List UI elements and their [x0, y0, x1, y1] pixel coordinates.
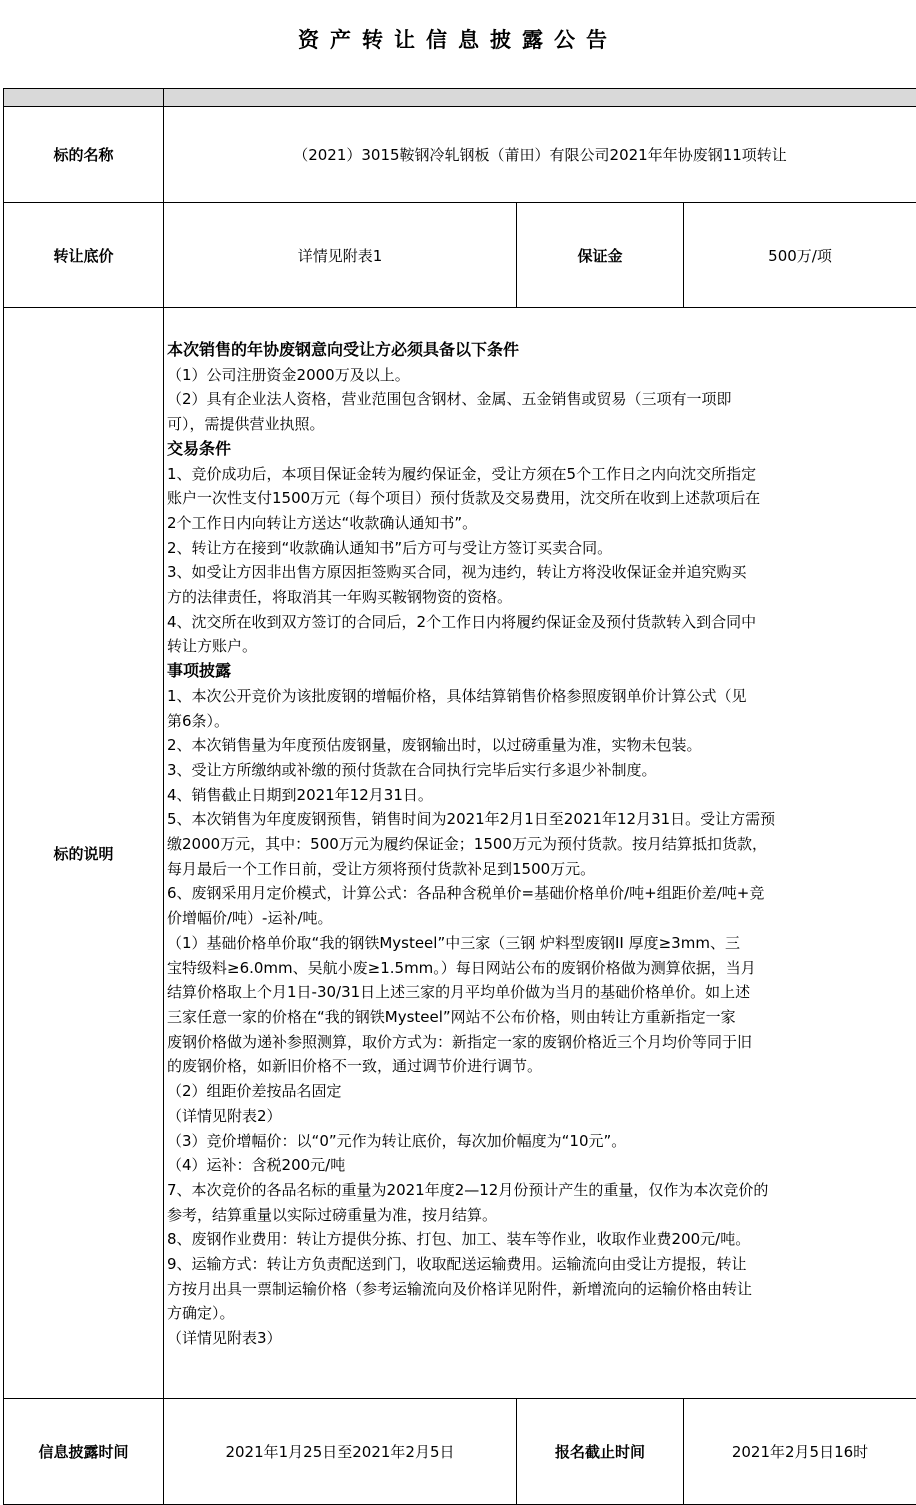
desc-label: 标的说明 — [4, 308, 164, 1399]
desc-line: 三家任意一家的价格在“我的钢铁Mysteel”网站不公布价格，则由转让方重新指定一家 — [167, 1007, 736, 1026]
desc-line: 每月最后一个工作日前，受让方须将预付货款补足到1500万元。 — [167, 859, 596, 878]
desc-line: （3）竞价增幅价：以“0”元作为转让底价，每次加价幅度为“10元”。 — [167, 1131, 627, 1150]
desc-line: 4、销售截止日期到2021年12月31日。 — [167, 785, 433, 804]
desc-heading: 交易条件 — [167, 438, 232, 458]
disclosure-table — [3, 88, 916, 1505]
desc-line: （4）运补：含税200元/吨 — [167, 1156, 346, 1175]
desc-line: 参考，结算重量以实际过磅重量为准，按月结算。 — [167, 1205, 498, 1224]
desc-line: （详情见附表2） — [167, 1106, 282, 1125]
desc-line: 9、运输方式：转让方负责配送到门，收取配送运输费用。运输流向由受让方提报，转让 — [167, 1255, 747, 1274]
desc-line: 2个工作日内向转让方送达“收款确认通知书”。 — [167, 513, 478, 532]
deadline-value: 2021年2月5日16时 — [684, 1399, 916, 1505]
row-name — [4, 107, 916, 203]
row-time — [4, 1399, 916, 1505]
row-price — [4, 203, 916, 308]
time-value: 2021年1月25日至2021年2月5日 — [164, 1399, 517, 1505]
desc-line: 3、受让方所缴纳或补缴的预付货款在合同执行完毕后实行多退少补制度。 — [167, 760, 657, 779]
desc-line: 4、沈交所在收到双方签订的合同后，2个工作日内将履约保证金及预付货款转入到合同中 — [167, 612, 757, 631]
price-label: 转让底价 — [4, 203, 164, 308]
desc-line: 账户一次性支付1500万元（每个项目）预付货款及交易费用，沈交所在收到上述款项后在 — [167, 489, 761, 508]
desc-line: 5、本次销售为年度废钢预售，销售时间为2021年2月1日至2021年12月31日。受让方需预 — [167, 810, 776, 829]
desc-heading: 本次销售的年协废钢意向受让方必须具备以下条件 — [167, 340, 520, 359]
desc-line: 废钢价格做为递补参照测算，取价方式为：新指定一家的废钢价格近三个月均价等同于旧 — [167, 1032, 753, 1051]
name-value: （2021）3015鞍钢冷轧钢板（莆田）有限公司2021年年协废钢11项转让 — [164, 107, 916, 203]
header-cell-right — [164, 89, 916, 107]
desc-line: （1）基础价格单价取“我的钢铁Mysteel”中三家（三钢 炉料型废钢II 厚度≥3mm、三 — [167, 933, 740, 952]
price-value: 详情见附表1 — [164, 203, 517, 308]
name-label: 标的名称 — [4, 107, 164, 203]
desc-line: 6、废钢采用月定价模式，计算公式：各品种含税单价=基础价格单价/吨+组距价差/吨+竞 — [167, 884, 765, 903]
time-label: 信息披露时间 — [4, 1399, 164, 1505]
desc-line: 2、转让方在接到“收款确认通知书”后方可与受让方签订买卖合同。 — [167, 538, 613, 557]
deposit-label: 保证金 — [517, 203, 684, 308]
desc-line: 转让方账户。 — [167, 637, 258, 656]
desc-line: 2、本次销售量为年度预估废钢量，废钢输出时，以过磅重量为准，实物未包装。 — [167, 736, 702, 755]
desc-line: 1、竞价成功后，本项目保证金转为履约保证金，受让方须在5个工作日之内向沈交所指定 — [167, 464, 757, 483]
header-row — [4, 89, 916, 107]
page-title: 资产转让信息披露公告 — [298, 28, 618, 52]
desc-line: 3、如受让方因非出售方原因拒签购买合同，视为违约，转让方将没收保证金并追究购买 — [167, 563, 747, 582]
desc-content — [164, 308, 916, 1399]
row-desc — [4, 308, 916, 1399]
desc-line: 宝特级料≥6.0mm、吴航小废≥1.5mm。）每日网站公布的废钢价格做为测算依据，当月 — [167, 958, 756, 977]
desc-line: （2）组距价差按品名固定 — [167, 1082, 342, 1101]
desc-line: （1）公司注册资金2000万及以上。 — [167, 365, 410, 384]
deposit-value: 500万/项 — [684, 203, 916, 308]
desc-line: （详情见附表3） — [167, 1329, 282, 1348]
desc-line: 结算价格取上个月1日-30/31日上述三家的月平均单价做为当月的基础价格单价。如上述 — [167, 983, 751, 1002]
desc-line: 缴2000万元，其中：500万元为履约保证金；1500万元为预付货款。按月结算抵扣货款， — [167, 835, 767, 854]
desc-line: 方的法律责任，将取消其一年购买鞍钢物资的资格。 — [167, 588, 513, 607]
desc-line: 8、废钢作业费用：转让方提供分拣、打包、加工、装车等作业，收取作业费200元/吨。 — [167, 1230, 751, 1249]
desc-heading: 事项披露 — [167, 661, 232, 681]
desc-line: 可），需提供营业执照。 — [167, 415, 325, 434]
desc-line: 的废钢价格，如新旧价格不一致，通过调节价进行调节。 — [167, 1057, 543, 1076]
desc-line: 7、本次竞价的各品名标的重量为2021年度2—12月份预计产生的重量，仅作为本次竞价的 — [167, 1180, 769, 1199]
desc-line: 第6条）。 — [167, 711, 230, 730]
header-cell-left — [4, 89, 164, 107]
deadline-label: 报名截止时间 — [517, 1399, 684, 1505]
desc-line: 方按月出具一票制运输价格（参考运输流向及价格详见附件，新增流向的运输价格由转让 — [167, 1279, 753, 1298]
desc-line: 方确定）。 — [167, 1304, 235, 1323]
desc-line: 1、本次公开竞价为该批废钢的增幅价格，具体结算销售价格参照废钢单价计算公式（见 — [167, 686, 747, 705]
desc-line: （2）具有企业法人资格，营业范围包含钢材、金属、五金销售或贸易（三项有一项即 — [167, 390, 732, 409]
desc-line: 价增幅价/吨）-运补/吨。 — [167, 909, 333, 928]
